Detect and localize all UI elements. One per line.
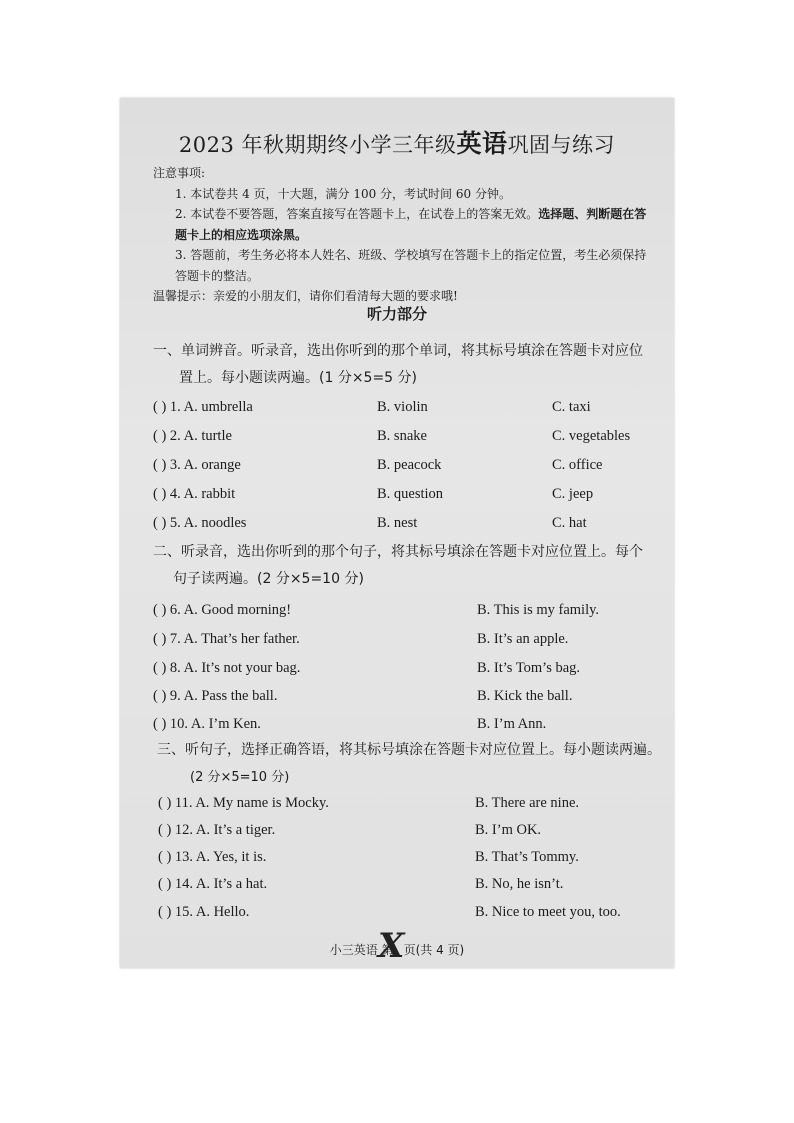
title-prefix: 2023 年秋期期终小学三年级: [178, 133, 457, 157]
option-a: ( ) 9. A. Pass the ball.: [153, 688, 278, 704]
option-c: C. office: [552, 457, 603, 473]
option-b: B. I’m Ann.: [477, 716, 547, 732]
option-c: C. hat: [552, 515, 587, 531]
question-row: [120, 660, 674, 682]
question-number: ( ) 4. A. rabbit: [153, 486, 236, 502]
note-2-text: 2. 本试卷不要答题，答案直接写在答题卡上，在试卷上的答案无效。: [175, 207, 539, 221]
section1-line1: 一、单词辨音。听录音，选出你听到的那个单词，将其标号填涂在答题卡对应位: [153, 343, 643, 359]
question-row: [120, 515, 674, 537]
question-row: [120, 716, 674, 738]
option-c: C. taxi: [552, 399, 591, 415]
section2-line2: 句子读两遍。(2 分×5=10 分): [173, 571, 364, 587]
option-b: B. Kick the ball.: [477, 688, 573, 704]
option-b: B. That’s Tommy.: [475, 849, 579, 865]
option-b: B. It’s an apple.: [477, 631, 569, 647]
question-row: [120, 688, 674, 710]
option-a: ( ) 13. A. Yes, it is.: [158, 849, 267, 865]
note-2-bold: 选择题、判断题在答题卡上的相应选项涂黑。: [175, 207, 647, 242]
section2-heading: [153, 539, 643, 593]
question-number: ( ) 5. A. noodles: [153, 515, 247, 531]
option-b: B. There are nine.: [475, 795, 580, 811]
option-b: B. It’s Tom’s bag.: [477, 660, 581, 676]
title-subject: 英语: [456, 129, 508, 158]
option-b: B. nest: [377, 515, 418, 531]
question-number: ( ) 1. A. umbrella: [153, 399, 253, 415]
question-row: [120, 399, 674, 421]
stamp-mark: X: [378, 926, 405, 966]
question-row: [120, 849, 674, 871]
instructions-block: [153, 163, 658, 307]
footer-prefix: 小三英语 第: [329, 943, 394, 957]
section2-line1: 二、听录音，选出你听到的那个句子，将其标号填涂在答题卡对应位置上。每个: [153, 544, 643, 560]
section3-line1: 三、听句子，选择正确答语，将其标号填涂在答题卡对应位置上。每小题读两遍。: [157, 742, 661, 758]
note-1: 1. 本试卷共 4 页，十大题，满分 100 分，考试时间 60 分钟。: [175, 186, 511, 201]
notes-heading: 注意事项:: [153, 166, 206, 180]
option-a: ( ) 14. A. It’s a hat.: [158, 876, 268, 892]
question-row: [120, 822, 674, 844]
exam-title: [120, 124, 674, 160]
question-row: [120, 428, 674, 450]
question-row: [120, 904, 674, 926]
question-number: ( ) 3. A. orange: [153, 457, 241, 473]
exam-paper: [120, 98, 674, 968]
option-a: ( ) 12. A. It’s a tiger.: [158, 822, 276, 838]
footer-suffix: 页(共 4 页): [403, 943, 465, 957]
option-b: B. This is my family.: [477, 602, 600, 618]
option-b: B. violin: [377, 399, 428, 415]
option-a: ( ) 10. A. I’m Ken.: [153, 716, 261, 732]
option-b: B. I’m OK.: [475, 822, 542, 838]
option-a: ( ) 8. A. It’s not your bag.: [153, 660, 301, 676]
section1-line2: 置上。每小题读两遍。(1 分×5=5 分): [179, 370, 418, 386]
question-row: [120, 795, 674, 817]
option-a: ( ) 7. A. That’s her father.: [153, 631, 300, 647]
section3-line2: (2 分×5=10 分): [190, 770, 290, 785]
option-b: B. snake: [377, 428, 427, 444]
option-b: B. question: [377, 486, 444, 502]
question-row: [120, 631, 674, 653]
option-b: B. No, he isn’t.: [475, 876, 564, 892]
note-2: [153, 204, 658, 245]
option-b: B. peacock: [377, 457, 442, 473]
section1-heading: [153, 338, 643, 392]
question-row: [120, 602, 674, 624]
option-c: C. jeep: [552, 486, 594, 502]
title-suffix: 巩固与练习: [507, 133, 616, 157]
warm-tip: 温馨提示：亲爱的小朋友们，请你们看清每大题的要求哦!: [153, 289, 458, 303]
question-row: [120, 457, 674, 479]
listening-part-title: 听力部分: [366, 305, 427, 323]
option-a: ( ) 11. A. My name is Mocky.: [158, 795, 329, 811]
option-a: ( ) 15. A. Hello.: [158, 904, 250, 920]
option-a: ( ) 6. A. Good morning!: [153, 602, 292, 618]
question-row: [120, 486, 674, 508]
option-b: B. Nice to meet you, too.: [475, 904, 621, 920]
question-row: [120, 876, 674, 898]
option-c: C. vegetables: [552, 428, 631, 444]
note-3: 3. 答题前，考生务必将本人姓名、班级、学校填写在答题卡上的指定位置，考生必须保持答题卡的整洁。: [175, 248, 647, 283]
question-number: ( ) 2. A. turtle: [153, 428, 232, 444]
section3-heading: [157, 737, 661, 791]
